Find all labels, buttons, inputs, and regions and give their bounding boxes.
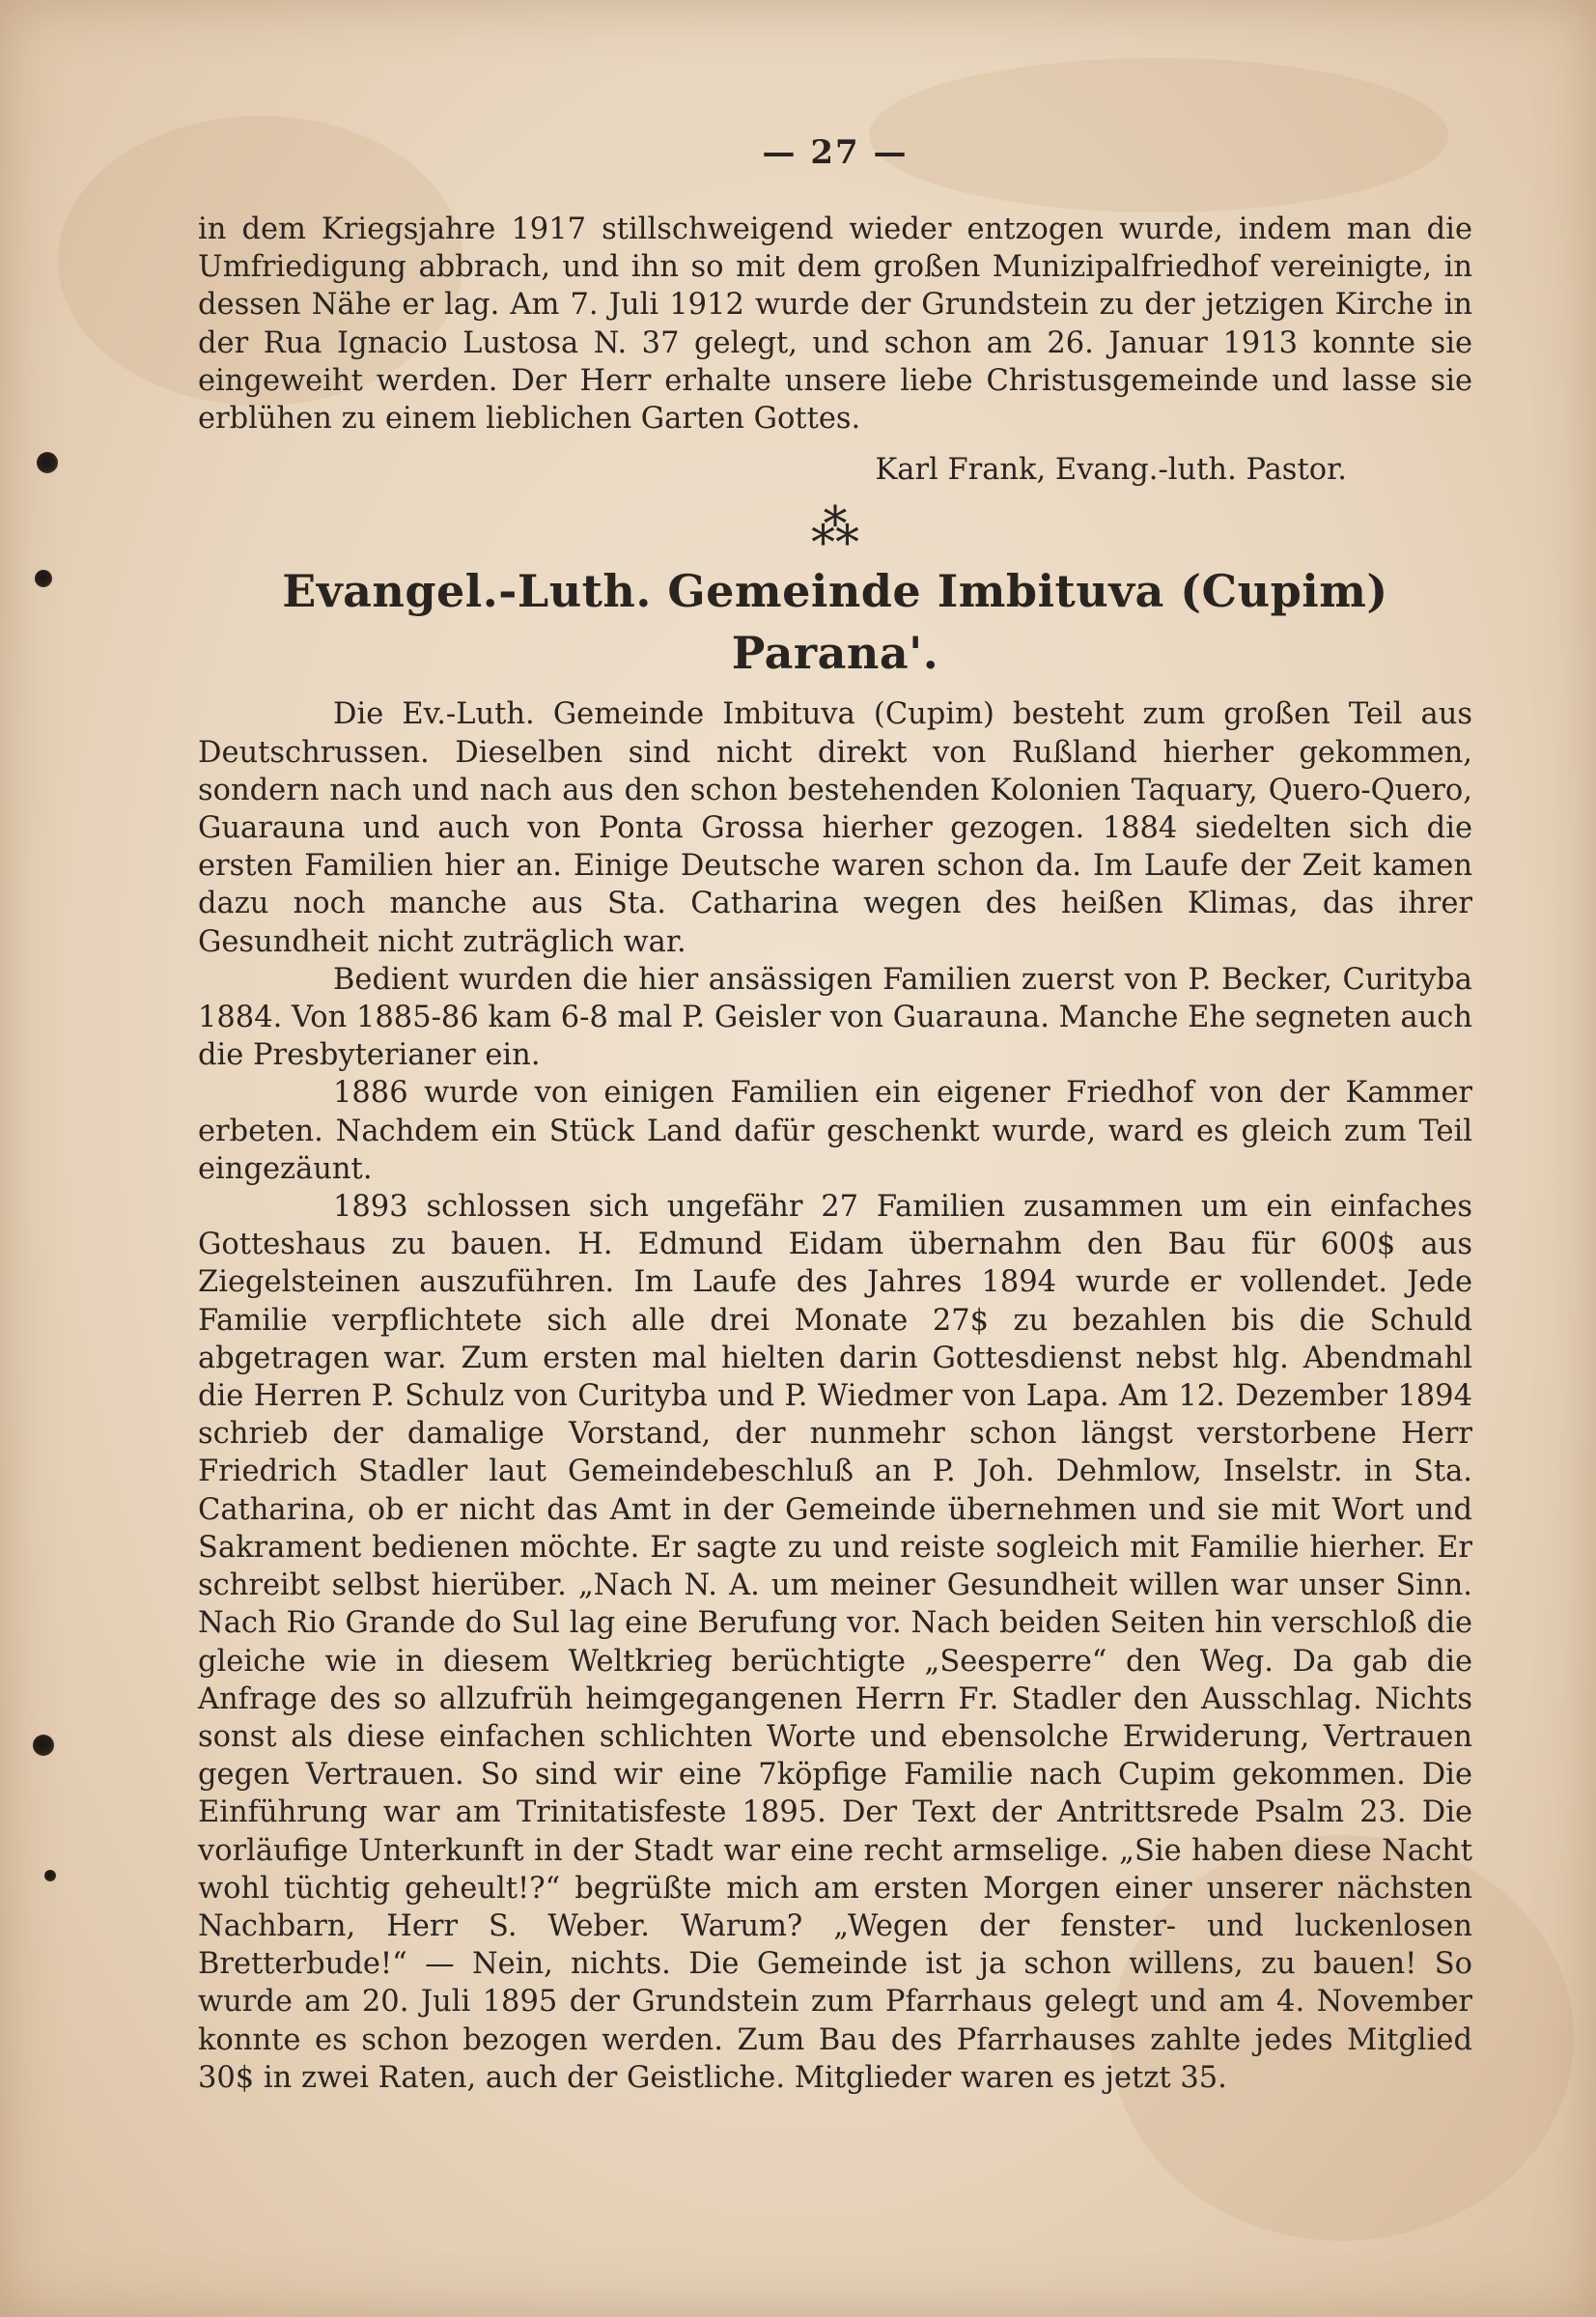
section-ornament: ⁂ [811, 499, 859, 556]
binding-hole [44, 1870, 56, 1881]
body-paragraph: 1893 schlossen sich ungefähr 27 Familien zusammen um ein einfaches Gotteshaus zu bauen. H. Edmund Eidam übernahm den Bau für 600$ aus Ziegelsteinen auszuführen. Im Laufe des Jahres 1894 wurde er vollendet. Jede Familie verpflichtete sich alle drei Monate 27$ zu bezahlen bis die Schuld abgetragen war. Zum ersten mal hielten darin Gottesdienst nebst hlg. Abendmahl die Herren P. Schulz von Curityba und P. Wiedmer von Lapa. Am 12. Dezember 1894 schrieb der damalige Vorstand, der nunmehr schon längst verstorbene Herr Friedrich Stadler laut Gemeindebeschluß an P. Joh. Dehmlow, Inselstr. in Sta. Catharina, ob er nicht das Amt in der Gemeinde übernehmen und sie mit Wort und Sakrament bedienen möchte. Er sagte zu und reiste sogleich mit Familie hierher. Er schreibt selbst hierüber. „Nach N. A. um meiner Gesundheit willen war unser Sinn. Nach Rio Grande do Sul lag eine Berufung vor. Nach beiden Seiten hin verschloß die gleiche wie in diesem Weltkrieg berüchtigte „Seesperre“ den Weg. Da gab die Anfrage des so allzufrüh heimgegangenen Herrn Fr. Stadler den Ausschlag. Nichts sonst als diese einfachen schlichten Worte und ebensolche Erwiderung, Vertrauen gegen Vertrauen. So sind wir eine 7köpfige Familie nach Cupim gekommen. Die Einführung war am Trinitatisfeste 1895. Der Text der Antrittsrede Psalm 23. Die vorläufige Unterkunft in der Stadt war eine recht armselige. „Sie haben diese Nacht wohl tüchtig geheult!?“ begrüßte mich am ersten Morgen einer unserer nächsten Nachbarn, Herr S. Weber. Warum? „Wegen der fenster- und luckenlosen Bretterbude!“ — Nein, nichts. Die Gemeinde ist ja schon willens, zu bauen! So wurde am 20. Juli 1895 der Grundstein zum Pfarrhaus gelegt und am 4. November konnte es schon bezogen werden. Zum Bau des Pfarrhauses zahlte jedes Mitglied 30$ in zwei Raten, auch der Geistliche. Mitglieder waren es jetzt 35. [198, 1190, 1472, 2095]
binding-hole [37, 452, 58, 473]
page-number: — 27 — [762, 133, 909, 172]
section-heading: Evangel.-Luth. Gemeinde Imbituva (Cupim) Parana'. [282, 565, 1388, 680]
intro-paragraph: in dem Kriegsjahre 1917 stillschweigend wieder entzogen wurde, indem man die Umfriedigung abbrach, und ihn so mit dem großen Munizipalfriedhof vereinigte, in dessen Nähe er lag. Am 7. Juli 1912 wurde der Grundstein zu der jetzigen Kirche in der Rua Ignacio Lustosa N. 37 gelegt, und schon am 26. Januar 1913 konnte sie eingeweiht werden. Der Herr erhalte unsere liebe Christusgemeinde und lasse sie erblühen zu einem lieblichen Garten Gottes. [198, 212, 1472, 437]
binding-hole [33, 1735, 54, 1756]
body-paragraph: Bedient wurden die hier ansässigen Familien zuerst von P. Becker, Curityba 1884. Von 1885-86 kam 6-8 mal P. Geisler von Guarauna. Manche Ehe segneten auch die Presbyterianer ein. [198, 962, 1472, 1073]
body-paragraph: Die Ev.-Luth. Gemeinde Imbituva (Cupim) besteht zum großen Teil aus Deutschrussen. Dieselben sind nicht direkt von Rußland hierher gekommen, sondern nach und nach aus den schon bestehenden Kolonien Taquary, Quero-Quero, Guarauna und auch von Ponta Grossa hierher gezogen. 1884 siedelten sich die ersten Familien hier an. Einige Deutsche waren schon da. Im Laufe der Zeit kamen dazu noch manche aus Sta. Catharina wegen des heißen Klimas, das ihrer Gesundheit nicht zuträglich war. [198, 697, 1472, 959]
binding-hole [35, 570, 52, 587]
document-body [198, 133, 1472, 2097]
author-signature: Karl Frank, Evang.-luth. Pastor. [875, 453, 1347, 488]
body-paragraph: 1886 wurde von einigen Familien ein eigener Friedhof von der Kammer erbeten. Nachdem ein Stück Land dafür geschenkt wurde, ward es gleich zum Teil eingezäunt. [198, 1076, 1472, 1186]
